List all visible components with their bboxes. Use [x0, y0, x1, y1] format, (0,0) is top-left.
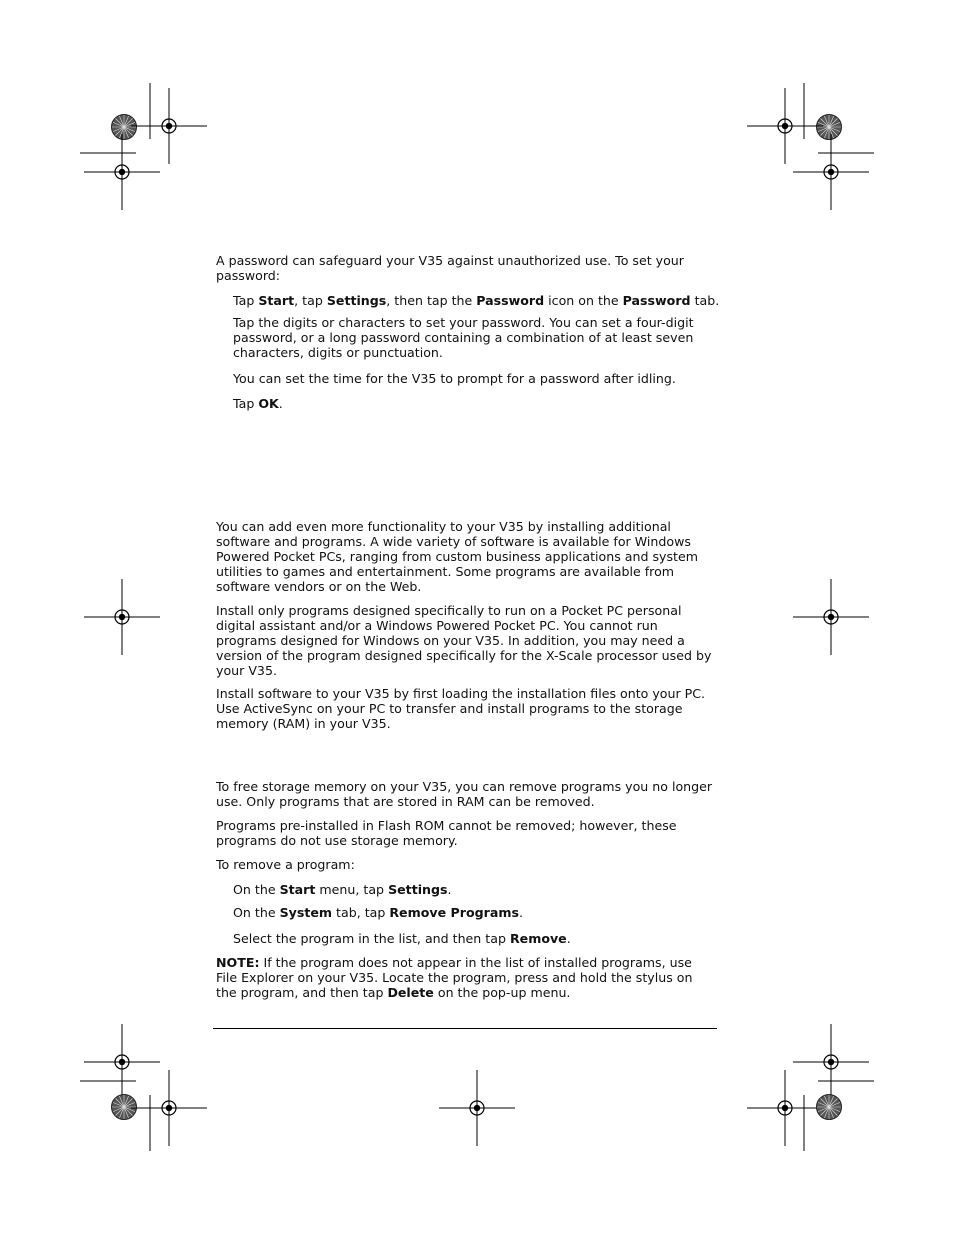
registration-mark-icon	[131, 1070, 207, 1146]
install-paragraph-1: You can add even more functionality to your V35 by installing additional software and programs. A wide variety of software is available for Windows Powered Pocket PCs, ranging from custom business applications and system utilities to games and entertainment. Some programs are available from software vendors or on the Web.	[216, 519, 698, 594]
registration-mark-icon	[439, 1070, 515, 1146]
password-intro: A password can safeguard your V35 against unauthorized use. To set your password:	[216, 253, 684, 283]
footer-rule	[213, 1028, 717, 1029]
color-bar-icon	[817, 115, 842, 140]
crop-mark-top-right	[804, 83, 874, 153]
password-step-1: Tap Start, tap Settings, then tap the Password icon on the Password tab.	[233, 293, 720, 308]
note: NOTE: If the program does not appear in the list of installed programs, use File Explorer on your V35. Locate the program, press and hold the stylus on the program, and then tap Delete on the pop-up menu.	[216, 955, 693, 1000]
registration-mark-icon	[793, 579, 869, 655]
remove-paragraph-2: Programs pre-installed in Flash ROM cannot be removed; however, these programs do not use storage memory.	[216, 818, 677, 848]
registration-mark-icon	[747, 88, 823, 164]
registration-mark-icon	[131, 88, 207, 164]
install-paragraph-2: Install only programs designed specifically to run on a Pocket PC personal digital assistant and/or a Windows Powered Pocket PC. You cannot run programs designed for Windows on your V35. In addition, you may need a version of the program designed specifically for the X-Scale processor used by your V35.	[216, 603, 712, 678]
crop-mark-bottom-right	[804, 1081, 874, 1151]
registration-mark-icon	[747, 1070, 823, 1146]
registration-mark-icon	[793, 1024, 869, 1100]
remove-step-3: Select the program in the list, and then tap Remove.	[233, 931, 571, 946]
remove-paragraph-1: To free storage memory on your V35, you can remove programs you no longer use. Only programs that are stored in RAM can be removed.	[216, 779, 713, 809]
color-bar-icon	[817, 1095, 842, 1120]
color-bar-icon	[112, 115, 137, 140]
remove-lead: To remove a program:	[216, 857, 355, 872]
install-paragraph-3: Install software to your V35 by first loading the installation files onto your PC. Use ActiveSync on your PC to transfer and install programs to the storage memory (RAM) in your V35.	[216, 686, 706, 731]
registration-mark-icon	[793, 134, 869, 210]
remove-step-1: On the Start menu, tap Settings.	[233, 882, 452, 897]
password-step-3: You can set the time for the V35 to prompt for a password after idling.	[233, 371, 676, 386]
color-bar-icon	[112, 1095, 137, 1120]
remove-step-2: On the System tab, tap Remove Programs.	[233, 905, 523, 920]
registration-mark-icon	[84, 1024, 160, 1100]
password-step-4: Tap OK.	[233, 396, 283, 411]
registration-mark-icon	[84, 579, 160, 655]
registration-mark-icon	[84, 134, 160, 210]
password-step-2: Tap the digits or characters to set your password. You can set a four-digit password, or a long password containing a combination of at least seven characters, digits or punctuation.	[233, 315, 694, 360]
